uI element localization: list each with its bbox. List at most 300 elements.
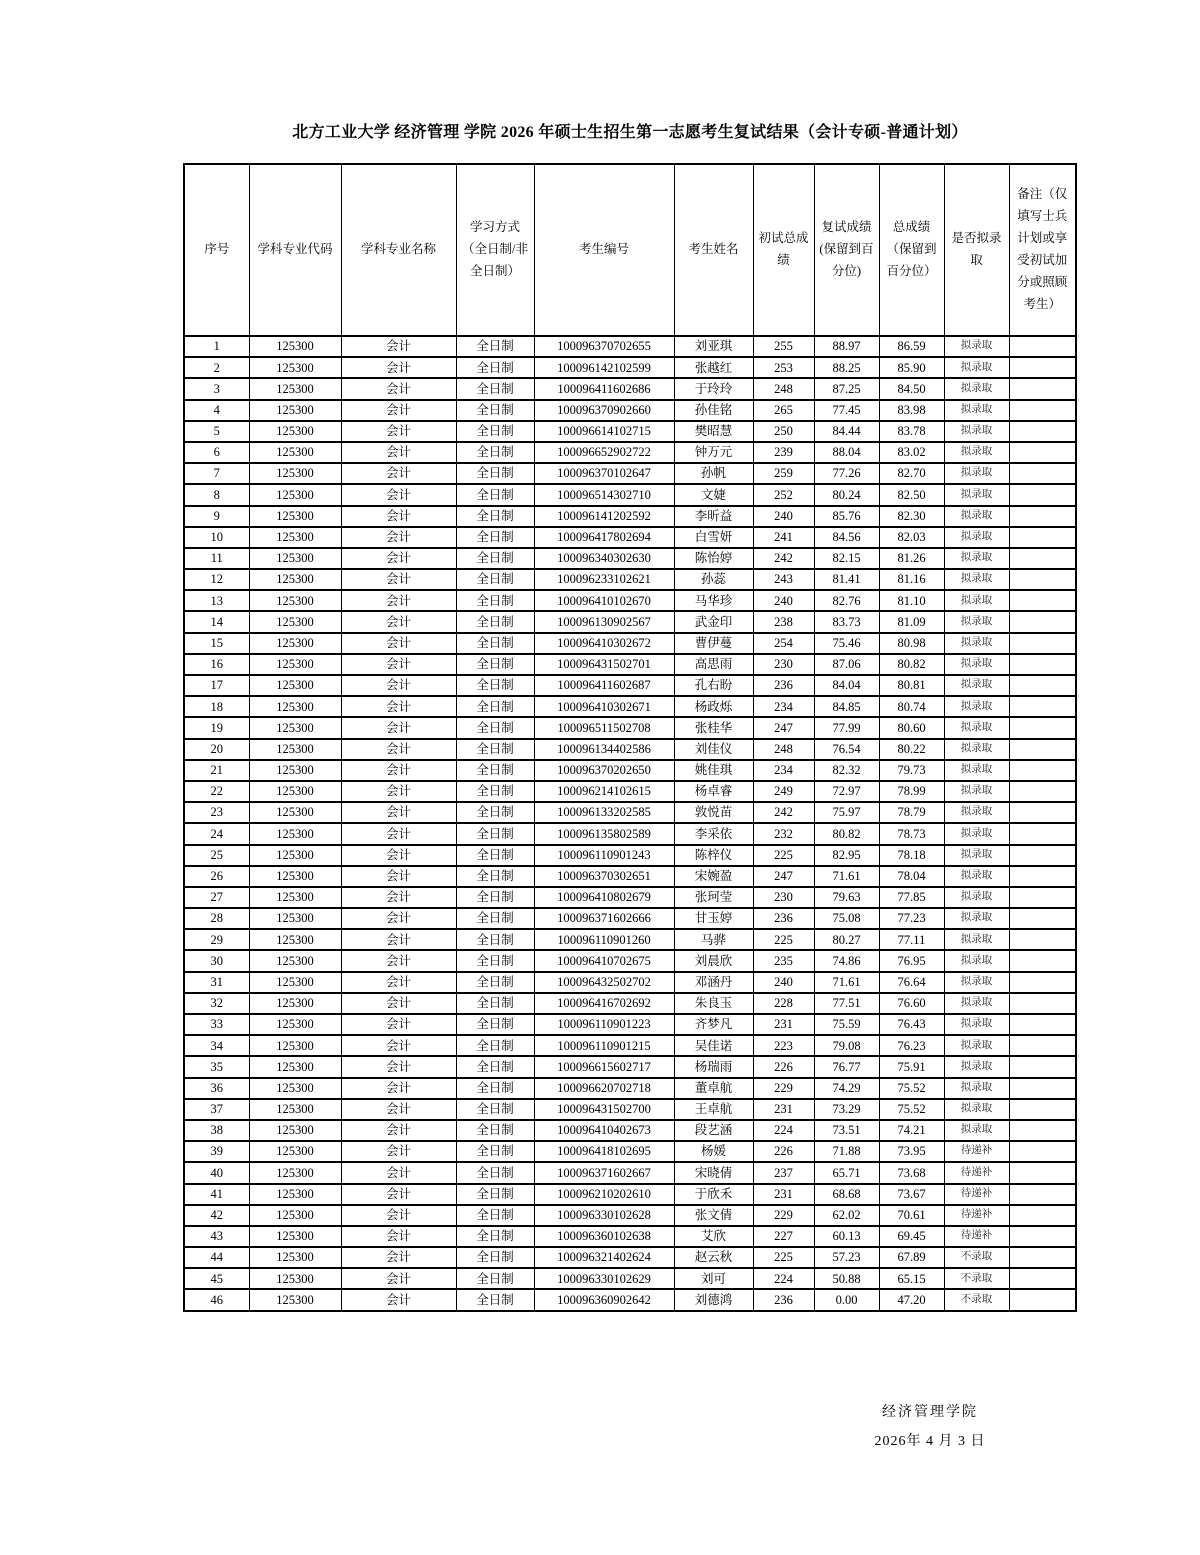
total-score-cell: 78.73 (879, 823, 944, 844)
initial-score-cell: 234 (753, 760, 814, 781)
admission-status-cell: 不录取 (944, 1289, 1009, 1310)
study-mode-cell: 全日制 (456, 1078, 534, 1099)
admission-status-cell: 待递补 (944, 1141, 1009, 1162)
study-mode-cell: 全日制 (456, 633, 534, 654)
candidate-no-cell: 100096652902722 (534, 442, 674, 463)
major-code-cell: 125300 (249, 1289, 341, 1310)
study-mode-cell: 全日制 (456, 1099, 534, 1120)
candidate-no-cell: 100096417802694 (534, 527, 674, 548)
retest-score-cell: 71.61 (814, 866, 879, 887)
total-score-cell: 74.21 (879, 1120, 944, 1141)
admission-status-cell: 待递补 (944, 1226, 1009, 1247)
remark-cell (1009, 675, 1076, 696)
table-row (184, 717, 1076, 738)
initial-score-cell: 247 (753, 717, 814, 738)
seq-cell: 1 (184, 336, 249, 357)
initial-score-cell: 231 (753, 1099, 814, 1120)
study-mode-cell: 全日制 (456, 866, 534, 887)
candidate-no-cell: 100096135802589 (534, 823, 674, 844)
results-table (183, 163, 1077, 1312)
admission-status-cell: 拟录取 (944, 506, 1009, 527)
total-score-cell: 65.15 (879, 1268, 944, 1289)
major-code-cell: 125300 (249, 908, 341, 929)
admission-status-cell: 待递补 (944, 1162, 1009, 1183)
candidate-no-cell: 100096431502700 (534, 1099, 674, 1120)
table-row (184, 696, 1076, 717)
major-code-cell: 125300 (249, 463, 341, 484)
admission-status-cell: 拟录取 (944, 1056, 1009, 1077)
total-score-cell: 77.11 (879, 929, 944, 950)
total-score-cell: 80.98 (879, 633, 944, 654)
admission-status-cell: 拟录取 (944, 993, 1009, 1014)
study-mode-cell: 全日制 (456, 548, 534, 569)
candidate-no-cell: 100096431502701 (534, 654, 674, 675)
seq-cell: 22 (184, 781, 249, 802)
total-score-cell: 81.10 (879, 590, 944, 611)
total-score-cell: 75.52 (879, 1078, 944, 1099)
major-name-cell: 会计 (341, 887, 456, 908)
study-mode-cell: 全日制 (456, 1035, 534, 1056)
candidate-no-cell: 100096411602687 (534, 675, 674, 696)
admission-status-cell: 待递补 (944, 1205, 1009, 1226)
total-score-cell: 76.64 (879, 972, 944, 993)
column-header-admission: 是否拟录取 (944, 164, 1009, 336)
total-score-cell: 73.68 (879, 1162, 944, 1183)
seq-cell: 28 (184, 908, 249, 929)
column-header-study-mode: 学习方式（全日制/非全日制） (456, 164, 534, 336)
admission-status-cell: 拟录取 (944, 611, 1009, 632)
table-row (184, 1078, 1076, 1099)
remark-cell (1009, 823, 1076, 844)
study-mode-cell: 全日制 (456, 1289, 534, 1310)
total-score-cell: 80.60 (879, 717, 944, 738)
major-code-cell: 125300 (249, 1078, 341, 1099)
admission-status-cell: 拟录取 (944, 760, 1009, 781)
study-mode-cell: 全日制 (456, 760, 534, 781)
admission-status-cell: 拟录取 (944, 950, 1009, 971)
seq-cell: 26 (184, 866, 249, 887)
remark-cell (1009, 1014, 1076, 1035)
table-row (184, 1205, 1076, 1226)
initial-score-cell: 229 (753, 1205, 814, 1226)
seq-cell: 30 (184, 950, 249, 971)
candidate-name-cell: 孙帆 (674, 463, 753, 484)
major-code-cell: 125300 (249, 1162, 341, 1183)
study-mode-cell: 全日制 (456, 1120, 534, 1141)
table-row (184, 993, 1076, 1014)
table-row (184, 548, 1076, 569)
candidate-no-cell: 100096410702675 (534, 950, 674, 971)
candidate-name-cell: 陈梓仪 (674, 845, 753, 866)
admission-status-cell: 拟录取 (944, 717, 1009, 738)
initial-score-cell: 225 (753, 1247, 814, 1268)
total-score-cell: 75.52 (879, 1099, 944, 1120)
candidate-no-cell: 100096370302651 (534, 866, 674, 887)
candidate-no-cell: 100096416702692 (534, 993, 674, 1014)
table-row (184, 1184, 1076, 1205)
footer-signature: 经济管理学院 (882, 1405, 978, 1420)
total-score-cell: 75.91 (879, 1056, 944, 1077)
remark-cell (1009, 654, 1076, 675)
major-code-cell: 125300 (249, 400, 341, 421)
retest-score-cell: 77.45 (814, 400, 879, 421)
table-row (184, 1035, 1076, 1056)
seq-cell: 17 (184, 675, 249, 696)
study-mode-cell: 全日制 (456, 675, 534, 696)
seq-cell: 10 (184, 527, 249, 548)
candidate-no-cell: 100096410102670 (534, 590, 674, 611)
candidate-no-cell: 100096411602686 (534, 378, 674, 399)
admission-status-cell: 拟录取 (944, 1014, 1009, 1035)
major-code-cell: 125300 (249, 950, 341, 971)
table-row (184, 633, 1076, 654)
study-mode-cell: 全日制 (456, 887, 534, 908)
remark-cell (1009, 929, 1076, 950)
major-name-cell: 会计 (341, 929, 456, 950)
study-mode-cell: 全日制 (456, 739, 534, 760)
candidate-no-cell: 100096110901260 (534, 929, 674, 950)
major-code-cell: 125300 (249, 1056, 341, 1077)
table-row (184, 781, 1076, 802)
remark-cell (1009, 739, 1076, 760)
admission-status-cell: 拟录取 (944, 357, 1009, 378)
table-row (184, 972, 1076, 993)
remark-cell (1009, 866, 1076, 887)
table-row (184, 1226, 1076, 1247)
study-mode-cell: 全日制 (456, 442, 534, 463)
study-mode-cell: 全日制 (456, 654, 534, 675)
major-code-cell: 125300 (249, 548, 341, 569)
remark-cell (1009, 1056, 1076, 1077)
retest-score-cell: 84.04 (814, 675, 879, 696)
candidate-name-cell: 宋晓倩 (674, 1162, 753, 1183)
seq-cell: 44 (184, 1247, 249, 1268)
retest-score-cell: 81.41 (814, 569, 879, 590)
retest-score-cell: 74.29 (814, 1078, 879, 1099)
major-name-cell: 会计 (341, 866, 456, 887)
candidate-no-cell: 100096134402586 (534, 739, 674, 760)
admission-status-cell: 拟录取 (944, 1099, 1009, 1120)
table-row (184, 611, 1076, 632)
candidate-name-cell: 刘佳仪 (674, 739, 753, 760)
candidate-name-cell: 杨卓睿 (674, 781, 753, 802)
study-mode-cell: 全日制 (456, 1056, 534, 1077)
seq-cell: 20 (184, 739, 249, 760)
initial-score-cell: 235 (753, 950, 814, 971)
total-score-cell: 47.20 (879, 1289, 944, 1310)
study-mode-cell: 全日制 (456, 1162, 534, 1183)
major-code-cell: 125300 (249, 484, 341, 505)
candidate-name-cell: 刘亚琪 (674, 336, 753, 357)
candidate-name-cell: 段艺涵 (674, 1120, 753, 1141)
admission-status-cell: 拟录取 (944, 802, 1009, 823)
admission-status-cell: 拟录取 (944, 929, 1009, 950)
candidate-name-cell: 于欣禾 (674, 1184, 753, 1205)
major-name-cell: 会计 (341, 781, 456, 802)
major-code-cell: 125300 (249, 823, 341, 844)
column-header-initial-score: 初试总成绩 (753, 164, 814, 336)
seq-cell: 46 (184, 1289, 249, 1310)
remark-cell (1009, 696, 1076, 717)
candidate-no-cell: 100096330102629 (534, 1268, 674, 1289)
major-name-cell: 会计 (341, 760, 456, 781)
candidate-no-cell: 100096330102628 (534, 1205, 674, 1226)
table-row (184, 950, 1076, 971)
major-code-cell: 125300 (249, 633, 341, 654)
remark-cell (1009, 357, 1076, 378)
footer-date: 2026年 4 月 3 日 (874, 1434, 986, 1449)
seq-cell: 16 (184, 654, 249, 675)
candidate-no-cell: 100096615602717 (534, 1056, 674, 1077)
initial-score-cell: 249 (753, 781, 814, 802)
initial-score-cell: 259 (753, 463, 814, 484)
table-row (184, 866, 1076, 887)
initial-score-cell: 225 (753, 929, 814, 950)
seq-cell: 19 (184, 717, 249, 738)
candidate-name-cell: 陈怡婷 (674, 548, 753, 569)
table-row (184, 357, 1076, 378)
remark-cell (1009, 633, 1076, 654)
total-score-cell: 76.43 (879, 1014, 944, 1035)
table-row (184, 400, 1076, 421)
major-name-cell: 会计 (341, 1014, 456, 1035)
major-code-cell: 125300 (249, 590, 341, 611)
major-code-cell: 125300 (249, 887, 341, 908)
admission-status-cell: 拟录取 (944, 400, 1009, 421)
table-row (184, 1141, 1076, 1162)
candidate-name-cell: 艾欣 (674, 1226, 753, 1247)
total-score-cell: 67.89 (879, 1247, 944, 1268)
retest-score-cell: 75.08 (814, 908, 879, 929)
initial-score-cell: 236 (753, 1289, 814, 1310)
seq-cell: 11 (184, 548, 249, 569)
study-mode-cell: 全日制 (456, 1268, 534, 1289)
admission-status-cell: 拟录取 (944, 845, 1009, 866)
study-mode-cell: 全日制 (456, 972, 534, 993)
study-mode-cell: 全日制 (456, 336, 534, 357)
study-mode-cell: 全日制 (456, 908, 534, 929)
major-name-cell: 会计 (341, 590, 456, 611)
admission-status-cell: 拟录取 (944, 866, 1009, 887)
candidate-name-cell: 张越红 (674, 357, 753, 378)
major-code-cell: 125300 (249, 654, 341, 675)
study-mode-cell: 全日制 (456, 484, 534, 505)
major-code-cell: 125300 (249, 1141, 341, 1162)
major-code-cell: 125300 (249, 972, 341, 993)
initial-score-cell: 255 (753, 336, 814, 357)
seq-cell: 27 (184, 887, 249, 908)
candidate-name-cell: 杨媛 (674, 1141, 753, 1162)
major-name-cell: 会计 (341, 1162, 456, 1183)
retest-score-cell: 72.97 (814, 781, 879, 802)
initial-score-cell: 231 (753, 1184, 814, 1205)
initial-score-cell: 224 (753, 1120, 814, 1141)
candidate-name-cell: 孙蕊 (674, 569, 753, 590)
remark-cell (1009, 442, 1076, 463)
seq-cell: 45 (184, 1268, 249, 1289)
major-name-cell: 会计 (341, 1099, 456, 1120)
study-mode-cell: 全日制 (456, 717, 534, 738)
study-mode-cell: 全日制 (456, 1014, 534, 1035)
study-mode-cell: 全日制 (456, 378, 534, 399)
candidate-name-cell: 王卓航 (674, 1099, 753, 1120)
study-mode-cell: 全日制 (456, 950, 534, 971)
table-row (184, 442, 1076, 463)
candidate-no-cell: 100096210202610 (534, 1184, 674, 1205)
retest-score-cell: 87.06 (814, 654, 879, 675)
table-row (184, 1247, 1076, 1268)
major-name-cell: 会计 (341, 1184, 456, 1205)
retest-score-cell: 88.04 (814, 442, 879, 463)
candidate-no-cell: 100096142102599 (534, 357, 674, 378)
major-name-cell: 会计 (341, 654, 456, 675)
retest-score-cell: 76.77 (814, 1056, 879, 1077)
total-score-cell: 76.60 (879, 993, 944, 1014)
candidate-no-cell: 100096110901243 (534, 845, 674, 866)
table-row (184, 590, 1076, 611)
candidate-name-cell: 曹伊蔓 (674, 633, 753, 654)
remark-cell (1009, 1205, 1076, 1226)
remark-cell (1009, 1099, 1076, 1120)
admission-status-cell: 待递补 (944, 1184, 1009, 1205)
initial-score-cell: 232 (753, 823, 814, 844)
total-score-cell: 82.30 (879, 506, 944, 527)
candidate-no-cell: 100096130902567 (534, 611, 674, 632)
total-score-cell: 78.79 (879, 802, 944, 823)
candidate-no-cell: 100096133202585 (534, 802, 674, 823)
admission-status-cell: 拟录取 (944, 781, 1009, 802)
retest-score-cell: 76.54 (814, 739, 879, 760)
candidate-name-cell: 孔右盼 (674, 675, 753, 696)
column-header-retest-score: 复试成绩(保留到百分位) (814, 164, 879, 336)
retest-score-cell: 57.23 (814, 1247, 879, 1268)
initial-score-cell: 226 (753, 1141, 814, 1162)
major-name-cell: 会计 (341, 1078, 456, 1099)
retest-score-cell: 75.46 (814, 633, 879, 654)
admission-status-cell: 拟录取 (944, 908, 1009, 929)
candidate-no-cell: 100096614102715 (534, 421, 674, 442)
seq-cell: 5 (184, 421, 249, 442)
total-score-cell: 82.50 (879, 484, 944, 505)
table-row (184, 654, 1076, 675)
candidate-no-cell: 100096511502708 (534, 717, 674, 738)
remark-cell (1009, 611, 1076, 632)
candidate-name-cell: 邓涵丹 (674, 972, 753, 993)
candidate-name-cell: 马骅 (674, 929, 753, 950)
candidate-name-cell: 李采依 (674, 823, 753, 844)
retest-score-cell: 85.76 (814, 506, 879, 527)
retest-score-cell: 87.25 (814, 378, 879, 399)
total-score-cell: 82.03 (879, 527, 944, 548)
retest-score-cell: 80.24 (814, 484, 879, 505)
major-name-cell: 会计 (341, 908, 456, 929)
major-code-cell: 125300 (249, 378, 341, 399)
seq-cell: 24 (184, 823, 249, 844)
major-name-cell: 会计 (341, 972, 456, 993)
study-mode-cell: 全日制 (456, 463, 534, 484)
retest-score-cell: 71.61 (814, 972, 879, 993)
candidate-name-cell: 杨政烁 (674, 696, 753, 717)
seq-cell: 41 (184, 1184, 249, 1205)
table-row (184, 675, 1076, 696)
page-title: 北方工业大学 经济管理 学院 2026 年硕士生招生第一志愿考生复试结果（会计专硕-普通计划） (292, 124, 968, 141)
initial-score-cell: 242 (753, 548, 814, 569)
initial-score-cell: 242 (753, 802, 814, 823)
remark-cell (1009, 760, 1076, 781)
retest-score-cell: 82.15 (814, 548, 879, 569)
major-code-cell: 125300 (249, 1120, 341, 1141)
initial-score-cell: 228 (753, 993, 814, 1014)
remark-cell (1009, 972, 1076, 993)
admission-status-cell: 拟录取 (944, 1120, 1009, 1141)
retest-score-cell: 82.32 (814, 760, 879, 781)
study-mode-cell: 全日制 (456, 929, 534, 950)
seq-cell: 6 (184, 442, 249, 463)
candidate-no-cell: 100096110901215 (534, 1035, 674, 1056)
total-score-cell: 76.95 (879, 950, 944, 971)
candidate-name-cell: 高思雨 (674, 654, 753, 675)
candidate-no-cell: 100096370702655 (534, 336, 674, 357)
major-name-cell: 会计 (341, 1289, 456, 1310)
candidate-no-cell: 100096321402624 (534, 1247, 674, 1268)
remark-cell (1009, 378, 1076, 399)
table-row (184, 336, 1076, 357)
admission-status-cell: 拟录取 (944, 972, 1009, 993)
admission-status-cell: 拟录取 (944, 463, 1009, 484)
retest-score-cell: 77.99 (814, 717, 879, 738)
major-code-cell: 125300 (249, 357, 341, 378)
candidate-name-cell: 宋婉盈 (674, 866, 753, 887)
remark-cell (1009, 908, 1076, 929)
remark-cell (1009, 484, 1076, 505)
candidate-no-cell: 100096340302630 (534, 548, 674, 569)
retest-score-cell: 79.08 (814, 1035, 879, 1056)
major-name-cell: 会计 (341, 442, 456, 463)
candidate-no-cell: 100096360102638 (534, 1226, 674, 1247)
retest-score-cell: 74.86 (814, 950, 879, 971)
seq-cell: 7 (184, 463, 249, 484)
major-name-cell: 会计 (341, 569, 456, 590)
study-mode-cell: 全日制 (456, 357, 534, 378)
remark-cell (1009, 1184, 1076, 1205)
admission-status-cell: 拟录取 (944, 823, 1009, 844)
total-score-cell: 77.23 (879, 908, 944, 929)
total-score-cell: 80.74 (879, 696, 944, 717)
seq-cell: 9 (184, 506, 249, 527)
seq-cell: 35 (184, 1056, 249, 1077)
candidate-name-cell: 张文倩 (674, 1205, 753, 1226)
retest-score-cell: 62.02 (814, 1205, 879, 1226)
seq-cell: 33 (184, 1014, 249, 1035)
retest-score-cell: 0.00 (814, 1289, 879, 1310)
study-mode-cell: 全日制 (456, 527, 534, 548)
study-mode-cell: 全日制 (456, 823, 534, 844)
total-score-cell: 81.16 (879, 569, 944, 590)
retest-score-cell: 80.82 (814, 823, 879, 844)
seq-cell: 2 (184, 357, 249, 378)
major-code-cell: 125300 (249, 993, 341, 1014)
table-row (184, 1268, 1076, 1289)
table-row (184, 802, 1076, 823)
initial-score-cell: 247 (753, 866, 814, 887)
admission-status-cell: 拟录取 (944, 1078, 1009, 1099)
candidate-name-cell: 刘晨欣 (674, 950, 753, 971)
candidate-name-cell: 吴佳诺 (674, 1035, 753, 1056)
column-header-total-score: 总成绩（保留到百分位） (879, 164, 944, 336)
major-code-cell: 125300 (249, 760, 341, 781)
retest-score-cell: 60.13 (814, 1226, 879, 1247)
initial-score-cell: 230 (753, 887, 814, 908)
